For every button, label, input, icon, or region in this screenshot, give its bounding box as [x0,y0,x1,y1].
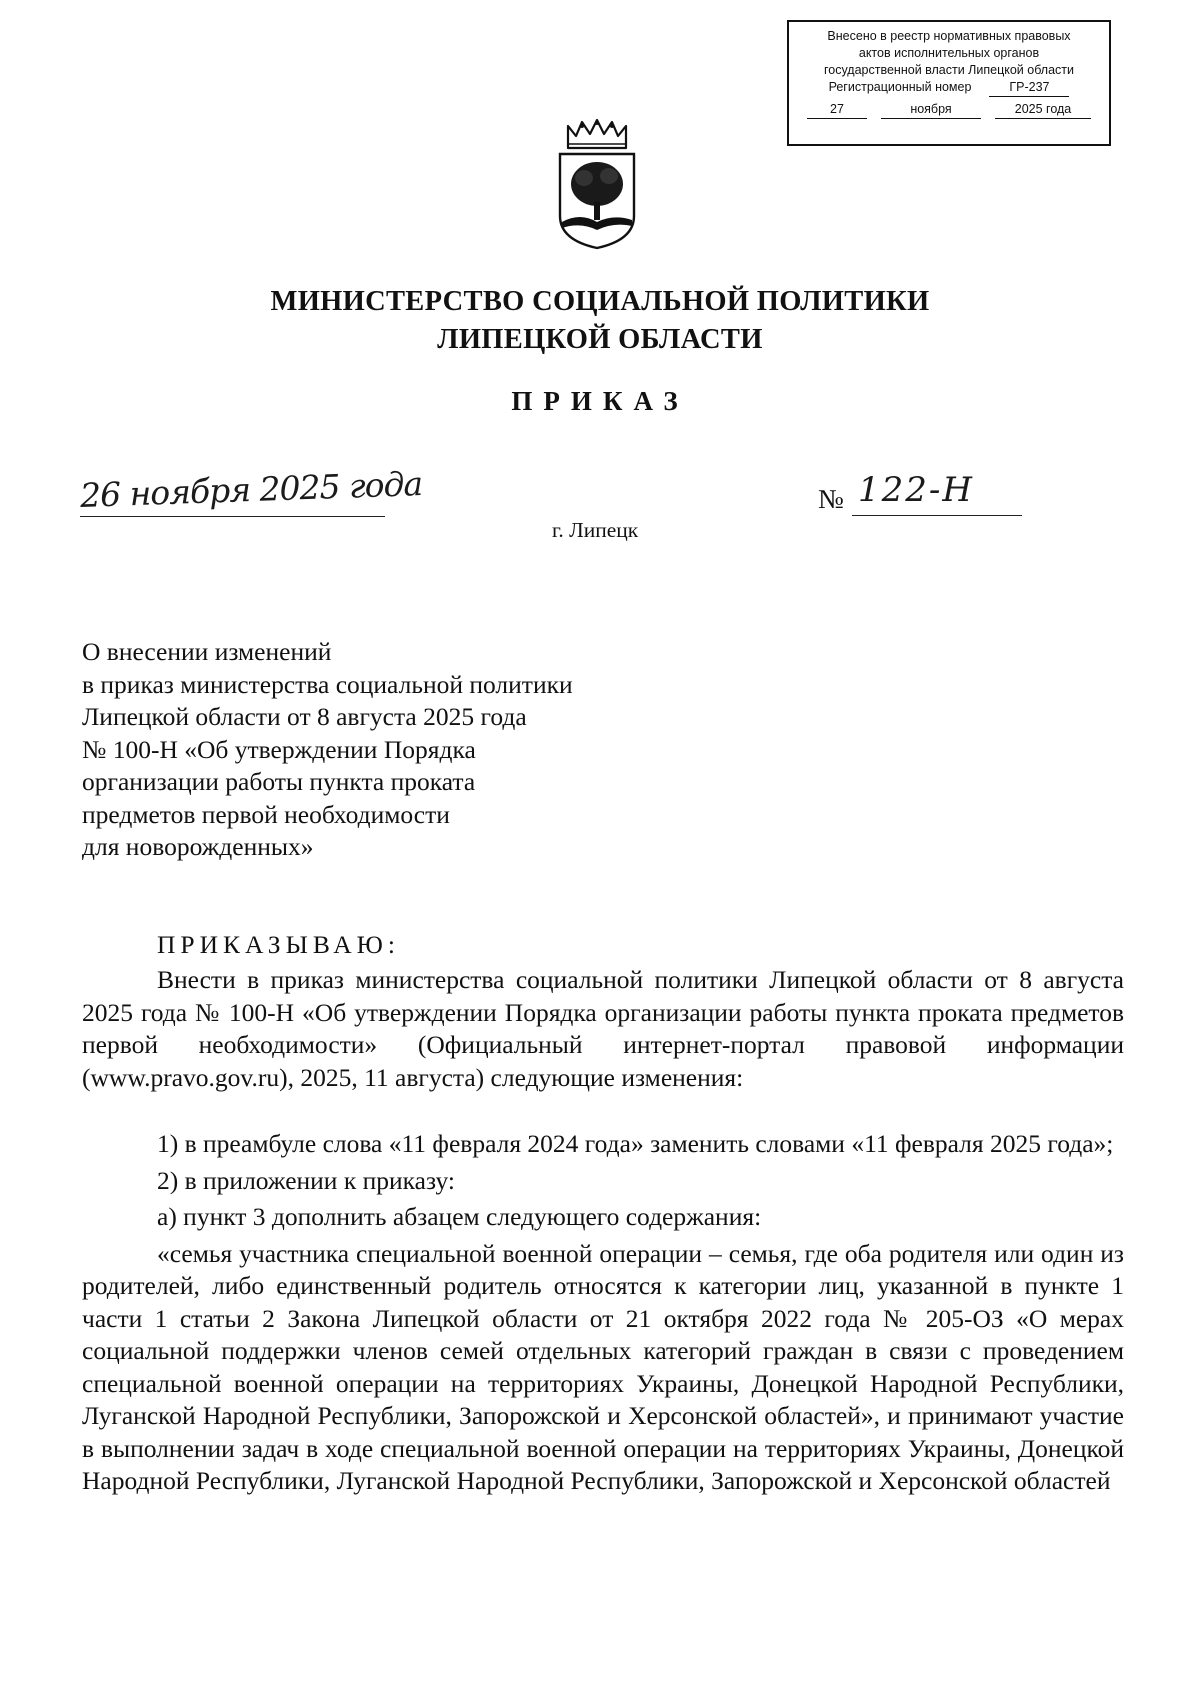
subject-line: в приказ министерства социальной политики [82,669,573,699]
stamp-registration-row [799,79,1099,97]
stamp-date-row [799,101,1099,119]
body-paragraph: Внести в приказ министерства социальной политики Липецкой области от 8 августа 2025 года № 100-Н «Об утверждении Порядка организации работы пункта проката предметов первой необходимости» (Официальный интернет-портал правовой информации (www.pravo.gov.ru), 2025, 11 августа) следующие изменения: [82,965,1124,1092]
document-type: ПРИКАЗ [511,386,689,416]
order-subject [82,636,573,864]
stamp-reg-label: Регистрационный номер [828,80,972,94]
stamp-reg-number: ГР-237 [989,79,1069,97]
subject-line: организации работы пункта проката [82,767,476,796]
subject-line: № 100-Н «Об утверждении Порядка [82,734,476,764]
number-sign: № [818,484,844,514]
body-paragraph: а) пункт 3 дополнить абзацем следующего содержания: [157,1202,762,1231]
coat-of-arms-icon [554,118,640,250]
stamp-year: 2025 года [995,101,1091,119]
stamp-day: 27 [807,101,867,119]
stamp-month: ноября [881,101,981,119]
subject-line: О внесении изменений [82,637,332,666]
body-paragraph: 2) в приложении к приказу: [157,1165,455,1195]
handwritten-date: 26 ноября 2025 года [79,464,423,515]
subject-line: предметов первой необходимости [82,799,450,829]
ministry-title-line-1: МИНИСТЕРСТВО СОЦИАЛЬНОЙ ПОЛИТИКИ [270,286,930,317]
date-underline [80,516,385,517]
number-underline [852,515,1022,516]
ministry-title-line-2: ЛИПЕЦКОЙ ОБЛАСТИ [437,324,763,355]
order-word: ПРИКАЗЫВАЮ: [157,930,400,959]
ministry-title [0,283,1200,359]
subject-line: для новорожденных» [82,832,314,861]
order-body [82,964,1124,1498]
handwritten-number: 122-Н [858,470,975,510]
body-paragraph: 1) в преамбуле слова «11 февраля 2024 года» заменить словами «11 февраля 2025 года»; [157,1129,1114,1158]
subject-line: Липецкой области от 8 августа 2025 года [82,702,527,731]
city: г. Липецк [552,518,639,542]
registry-stamp [787,20,1111,146]
stamp-line-3: государственной власти Липецкой области [823,63,1075,77]
stamp-line-1: Внесено в реестр нормативных правовых [827,29,1071,43]
body-paragraph: «семья участника специальной военной операции – семья, где оба родителя или один из родителей, либо единственный родитель относятся к категории лиц, указанной в пункте 1 части 1 статьи 2 Закона Липецкой области от 21 октября 2022 года № 205-ОЗ «О мерах социальной поддержки членов семей отдельных категорий граждан в связи с проведением специальной военной операции на территориях Украины, Донецкой Народной Республики, Луганской Народной Республики, Запорожской и Херсонской областей», и принимают участие в выполнении задач в ходе специальной военной операции на территориях Украины, Донецкой Народной Республики, Луганской Народной Республики, Запорожской и Херсонской областей [82,1238,1124,1495]
stamp-line-2: актов исполнительных органов [858,46,1040,60]
